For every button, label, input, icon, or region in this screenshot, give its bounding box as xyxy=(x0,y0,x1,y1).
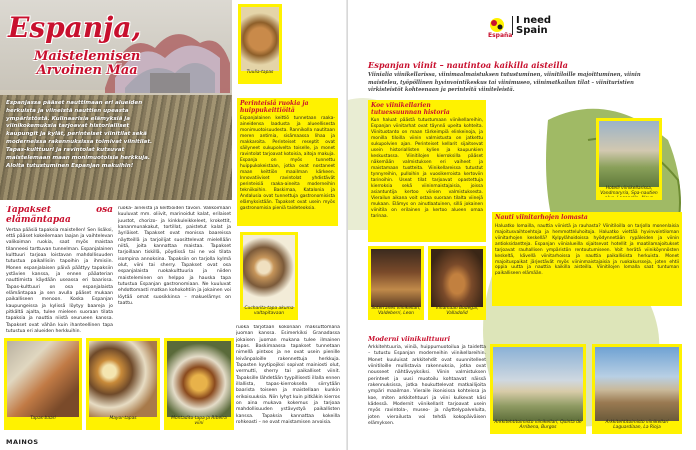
caption-cellar-1: Soterranes viinikellari, Valdeberri, Leon xyxy=(371,306,421,317)
photo-cellar-1 xyxy=(368,246,424,320)
hotel-image xyxy=(599,121,659,187)
mayor-tapas-image xyxy=(89,341,157,417)
tapakset-text-2: ruoka- aineista ja keittiöiden tavoin. Valikoimaan kuuluvat mm. oliivit, marinoidut kalat, erilaiset juustot, chorizo- ja kinkkuleikkeleet, krokettit, kananmunakakut, tortillat, paistetut kalat ja äyriäiset. Tapakset ovat monissa baareissa näytteillä ja tarjoilijat suosittelevat mielellään niitä, joita kannattaa maistaa. Tapakset tarjoillaan tiskillä, pöydissä tai ne voi tilata isompina annoksina. Tapaksiin on tarjolla kylmä olut, viini tai sherry. Tapakset ovat osa espanjalaista ruokakulttuuria ja niiden maisteleminen on helppo ja hauska tapa tutustua Espanjan gastronomiaan. Ne kuuluvat ehdottomasti matkan kohokohtiin ja jokainen voi löytää omat suosikkinsa – makuelämys on taattu. xyxy=(118,206,231,306)
slogan-spain: Spain xyxy=(516,24,548,36)
photo-tapas-bar xyxy=(4,338,82,430)
tapas-column-3 xyxy=(236,325,340,435)
sidebar-heading-line1: Perinteisiä ruokia ja xyxy=(240,100,309,107)
traditional-food-sidebar xyxy=(237,98,338,226)
cellars-text: Kun haluat päästä tutustumaan viinikellareihin, Espanjan viinitarhat ovat täynnä upeita kohteita. Viinituotanto on maan tärkeimpiä elinkeinoja, ja monilla tiloilla viinin valmistusta on jatkettu sukupolvien ajan. Perinteiset kellarit sijaitsevat usein historiallisten kylien ja kaupunkien keskustassa. Viinitilojen kierroksilla pääset näkemään valmistuksen eri vaiheet ja maistamaan tuotteita. Viinikellareissa tutustut tynnyreihin, pulloihin ja vuosikerroista kertoviin tarinoihin. Useat tilat tarjoavat opastettuja kierroksia sekä viininmaistajaisia, joissa asiantuntija kertoo viinien valmistuksesta. Vierailun aikana voit ostaa suoraan tilalta viinejä mukaan. Elämys on ainutlaatuinen, sillä jokainen viinitila on erilainen ja kertoo alueen omaa tarinaa. xyxy=(371,118,483,219)
hero-intro-text: Espanjassa pääset nauttimaan eri alueiden herkuista ja viineistä nauttien upeasta ympäristöstä. Kulinaarisia elämyksiä ja viinikokemuksia tarjoavat historialliset kaupungit ja kylät, perinteiset viinitilat sekä moderneissa rakennuksissa toimivat viinitilat. Tapas-kulttuuri ja ravintolat kutsuvat maistelemaan maan monimuotoisia herkkuja. Aloita tutustuminen Espanjan makuihin! xyxy=(6,100,153,169)
vineyard-holiday-box xyxy=(492,212,682,306)
caption-montadito: Montadito-tapa ja Ribeira viini xyxy=(171,416,227,427)
caption-cucharita: Cucharita-tapa akuma valtapitavaan xyxy=(244,306,294,317)
hero-subtitle-line1: Maistelemisen xyxy=(34,49,141,64)
slogan-need: I need xyxy=(516,15,552,26)
hero-image xyxy=(0,0,232,200)
caption-tapas-top: Tuulia-tapas xyxy=(246,70,274,75)
tapakset-text-1: Vertaa pääsiä tapaksia maistellen! Sen lisäksi, että pääset kokeilemaan laajan ja vaihtelevan valikoiman ruokia, saat myös maistaa tilanneesi tarttuvan tunnelman. Espanjalainen kulttuuri tarjoaa loistavan mahdollisuuden tutustua paikallisiin tapoihin ja ihmisiin. Monen espanjalaisen päivä päättyy tapaksiin ystävien kanssa, ja ennen pääaterian nauttimista käydään useassa eri baarissa. Tapas-kulttuuri on osa espanjalaista elämäntapaa ja sen avulla pääset mukaan paikalliseen menoon. Koska Espanjan kaupungeissa ja kylissä löytyy baareja jo pitkältä ajalta, tulee mieleen suoraan tilata tapaksia ja nauttia niistä seurueen kanssa. Tapakset ovat vähän kuin ihanteellinen tapa tutustua eri alueiden herkkuihin. xyxy=(6,227,113,334)
modern-1-image xyxy=(493,347,583,421)
spa-heading: Nauti viinitarhojen lomasta xyxy=(495,214,588,221)
modern-heading: Moderni viinikulttuuri xyxy=(368,336,451,343)
wine-title: Espanjan viinit – nautintoa kaikilla aisteilla xyxy=(368,60,568,70)
modern-text: Arkkitehtuuria, viiniä, huippumuotoilua ja taidetta – tutustu Espanjan moderneihin viinikellareihin. Monet kuuluisat arkkitehdit ovat suunnitelleet viinitiloille mullistavia rakennuksia, jotka ovat nousseet nähtävyyksiksi. Viinin valmistuksen perinteet ja uusi muotoilu kohtaavat näissä rakennuksissa, jotka houkuttelevat matkailijoita ympäri maailman. Vieraile ikonisissa kohteissa ja koe, miten arkkitehtuuri ja viini kulkevat käsi kädessä. Modernit viinikellarit tarjoavat usein myös ravintola-, museo- ja näyttelypalveluita, joten vierailusta voi tehdä kokopäiväisen elämyksen. xyxy=(368,345,486,427)
sidebar-heading-line2: huippukeittiöitä xyxy=(240,106,295,114)
photo-cellar-2 xyxy=(428,246,486,320)
hero-subtitle-line2: Arvoinen Maa xyxy=(36,62,138,78)
tapas-bar-image xyxy=(7,341,79,417)
caption-hotel: Hotelli viinikellarissa, Vandmaryria, Spa-nautien alue, Lagonelle, Alava xyxy=(600,186,658,200)
tapakset-column-1 xyxy=(6,206,113,334)
cellar-1-image xyxy=(371,249,421,307)
cellar-2-image xyxy=(431,249,483,307)
caption-mayor-tapas: Mayor-tapas xyxy=(109,416,137,421)
tapas-top-image xyxy=(241,7,279,71)
i-need-spain-slogan xyxy=(512,16,551,35)
photo-mayor-tapas xyxy=(86,338,160,430)
advertisement-label: MAINOS xyxy=(6,438,39,446)
tapas-text-3: ruoka tarjotaan kokonaan maksuttomana juoman kanssa. Esimerkiksi Granadassa jokaisen juoman mukana tulee ilmainen tapas. Baskimaassa tapakset tunnetaan nimellä pintxos ja ne ovat usein pienille leivänpaloille rakennettuja herkkuja. Tapasten kyytipojiksi sopivat mainiosti olut, vermutti, sherry tai paikalliset viinit. Tapaksille lähdetään tyypillisesti illalla ennen illallista, tapas-kierroksella siirrytään baarista toiseen ja maistellaan kunkin erikoisuuksia. Niin lyhyt kuin pitkäkin kierros on aina mukava kokemus ja tarjoaa mahdollisuuden ystävystyä paikallisten kanssa. Tapaksia kannattaa kokeilla rohkeasti – ne ovat maistamisen arvoisia. xyxy=(236,325,340,425)
photo-tapas-top xyxy=(238,4,282,84)
photo-cucharita xyxy=(240,232,298,320)
spain-logo xyxy=(488,15,552,39)
cucharita-image xyxy=(243,235,295,307)
photo-hotel xyxy=(596,118,662,200)
caption-modern-2: Arkkitehtitoimisto viinikellari Laguardiaan, La Rioja xyxy=(605,420,669,431)
wine-intro: Viinialia viinikellarissa, viinimaalmaistuksen tutustuminen, viinitiloille majoittuminen, viinin maisteleu, työpöllinen hyvinvointikeskus tai viinimuseo, viinimatkailun tilat – viinituristien virkisteistöt kohteenaan ja perinteitä viiniteleistä. xyxy=(368,72,641,94)
photo-montadito xyxy=(164,338,234,430)
modern-column xyxy=(368,336,486,444)
modern-2-image xyxy=(595,347,679,421)
hero-subtitle xyxy=(34,50,140,77)
right-page xyxy=(348,0,696,450)
photo-modern-2 xyxy=(592,344,682,434)
photo-modern-1 xyxy=(490,344,586,434)
cellars-box xyxy=(368,100,486,242)
spa-text: Haluatko lomailla, nauttia viinistä ja rauhasta? Viinitiloilla on tarjolla monenlaisia majoitusvaihtoehtoja ja hemmotteluhoitoja. Haluatko viettää hyvinvointiloman viinitarhojen keskellä? Kylpylähoidoissa hyödynnetään rypäleiden ja viinin antioksidantteja. Espanjan viinialueilla sijaitsevat hotellit ja maatilamajoitukset tarjoavat rauhallisen ympäristön rentoutumiseen. Voit herätä viiniköynnösten keskeltä, kävellä viinitarhoissa ja nauttia paikallisista herkuista. Monet majoituspaikat järjestävät myös viininmaistajaisia ja ruokakursseja, joten ehtii oppia uutta ja nauttia kaikilla aisteilla. Viinitilojen lomalla saat tuntuman paikalliseen elämään. xyxy=(495,223,679,277)
caption-cellar-2: Vinamaan Bodegai, Valladolid xyxy=(435,306,479,317)
caption-tapas-bar: Tapas-baari xyxy=(30,416,56,421)
sidebar-text: Espanjalainen keittiö tunnetaan raaka-aineidensa laadusta ja alueellisesta monimuotoisuudesta. Rannikolla nautitaan meren antimia, sisämaassa lihaa ja makkaroita. Perinteiset reseptit ovat säilyneet sukupolvelta toiselle, ja monet ravintolat tarjoavat kotoisia, aitoja makuja. Espanja on myös tunnettu huippukokeistaan, jotka ovat nostaneet maan keittiön maailman kärkeen. Innovatiiviset ravintolat yhdistävät perinteisiä raaka-aineita moderneihin tekniikoihin. Baskimaa, Katalonia ja Andalusia ovat tunnettuja gastronomisista elämyksistään. Tapakset ovat usein myös gastronomisia pieniä taideteoksia. xyxy=(240,116,335,211)
tapakset-heading: Tapakset osa elämäntapaa xyxy=(6,206,113,225)
spain-logo-word: España xyxy=(488,32,513,39)
caption-modern-1: Arkkitehtitoimisto viinikellari, Quinta de Arribena, Burgos xyxy=(494,420,582,431)
montadito-image xyxy=(167,341,231,417)
hero-title: Espanja, xyxy=(8,11,142,44)
tapakset-column-2 xyxy=(118,206,231,334)
cellars-heading: Koe viinikellarien tutuessuunnan historia xyxy=(371,102,450,116)
